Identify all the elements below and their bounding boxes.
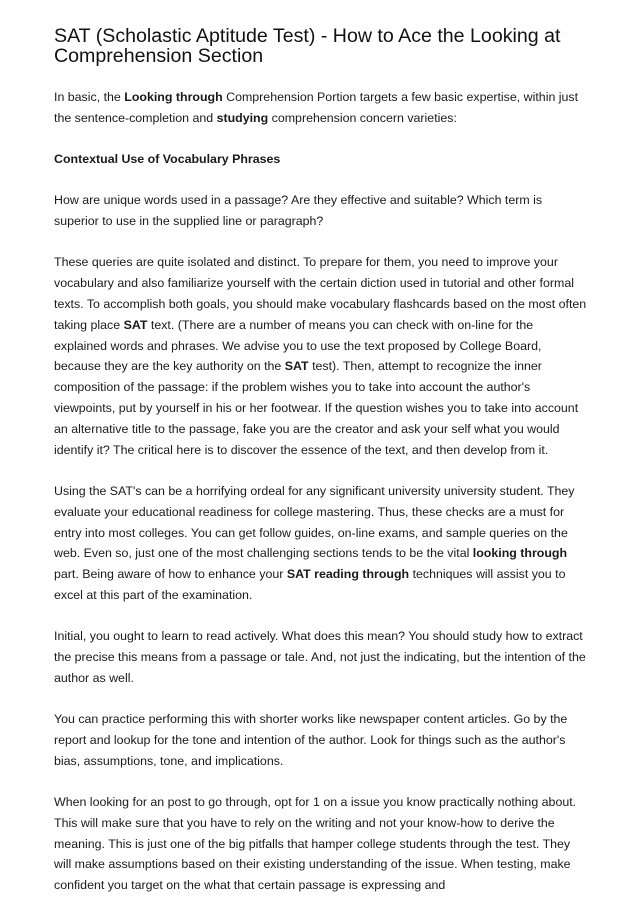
paragraph-choose-article: When looking for an post to go through, opt for 1 on a issue you know practically nothing about. This will make sure that you have to rely on the writing and not your know-how to derive the meaning. This is just one of the big pitfalls that hamper college students through the test. They will make assumptions based on their existing understanding of the issue. When testing, make confident you target on the what that certain passage is expressing and bbox=[54, 795, 577, 893]
paragraph-intro: In basic, the Looking through Comprehension Portion targets a few basic expertise, within just the sentence-completion and studying comprehension concern varieties: bbox=[54, 90, 579, 125]
section-heading: Contextual Use of Vocabulary Phrases bbox=[54, 152, 281, 167]
paragraph-practice: You can practice performing this with shorter works like newspaper content articles. Go by the report and lookup for the tone and intention of the author. Look for things such as the author's bias, assumptions, tone, and implications. bbox=[54, 712, 568, 768]
bold-keyword: SAT bbox=[284, 359, 309, 374]
document-page bbox=[54, 26, 588, 917]
bold-keyword: Looking through bbox=[124, 90, 223, 104]
paragraph-questions: How are unique words used in a passage? Are they effective and suitable? Which term is superior to use in the supplied line or paragraph? bbox=[54, 193, 543, 229]
bold-keyword: SAT reading through bbox=[286, 567, 410, 582]
bold-keyword: studying bbox=[216, 110, 269, 125]
page-title: SAT (Scholastic Aptitude Test) - How to Ace the Looking at Comprehension Section bbox=[54, 25, 561, 67]
paragraph-vocabulary-prep: These queries are quite isolated and distinct. To prepare for them, you need to improve your vocabulary and also familiarize yourself with the certain diction used in tutorial and other formal texts. To accomplish both goals, you should make vocabulary flashcards based on the most often taking place SAT text. (There are a number of means you can check with on-line for the explained words and phrases. We advise you to use the text proposed by College Board, because they are the key authority on the SAT test). Then, attempt to recognize the inner composition of the passage: if the problem wishes you to take into account the author's viewpoints, put by yourself in his or her footwear. If the question wishes you to take into account an alternative title to the passage, fake you are the creator and ask your self what you would identify it? The critical here is to discover the essence of the text, and then develop from it. bbox=[54, 255, 587, 457]
bold-keyword: SAT bbox=[123, 317, 148, 332]
bold-keyword: looking through bbox=[472, 546, 568, 561]
paragraph-read-actively: Initial, you ought to learn to read actively. What does this mean? You should study how to extract the precise this means from a passage or tale. And, not just the indicating, but the intention of the author as well. bbox=[54, 629, 586, 685]
paragraph-sat-ordeal: Using the SAT's can be a horrifying ordeal for any significant university university student. They evaluate your educational readiness for college mastering. Thus, these checks are a must for entry into most colleges. You can get follow guides, on-line exams, and sample queries on the web. Even so, just one of the most challenging sections tends to be the vital looking through part. Being aware of how to enhance your SAT reading through techniques will assist you to excel at this part of the examination. bbox=[54, 483, 575, 602]
